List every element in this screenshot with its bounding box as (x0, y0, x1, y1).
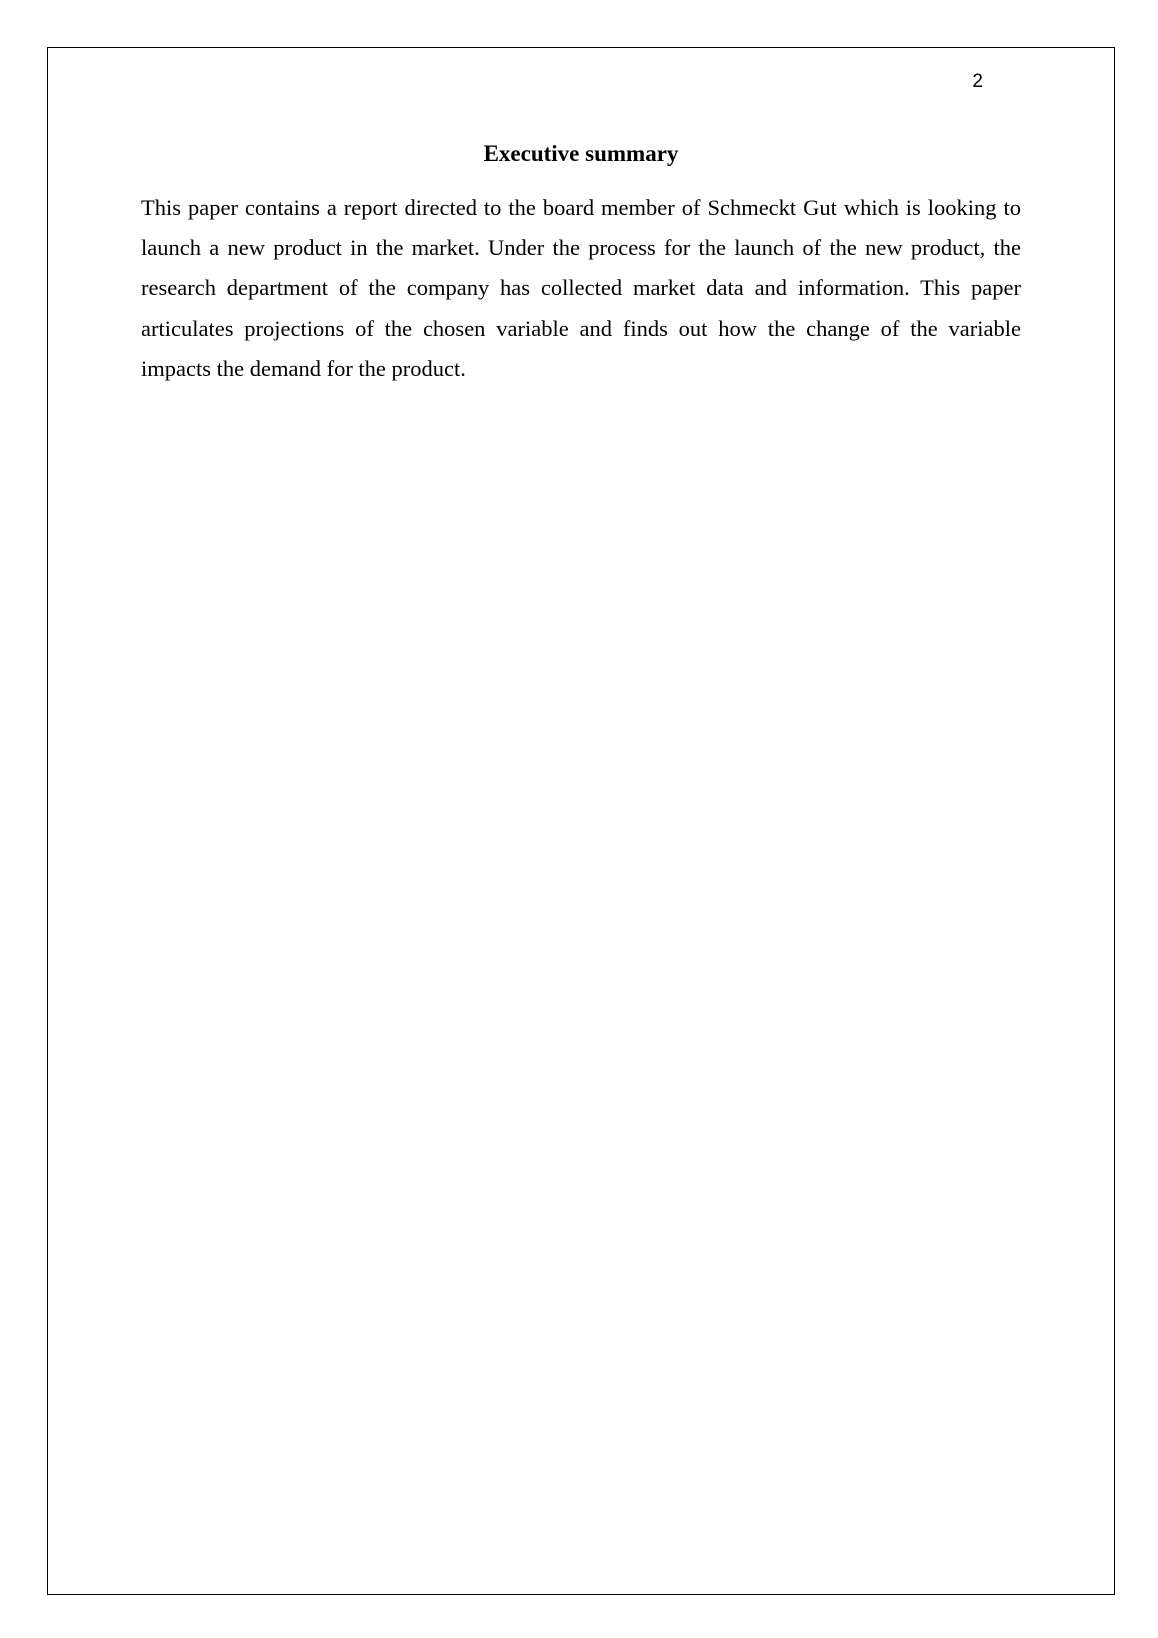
page-number: 2 (972, 71, 983, 92)
summary-paragraph: This paper contains a report directed to the board member of Schmeckt Gut which is looking to launch a new product in the market. Under the process for the launch of the new product, the research department of the company has collected market data and information. This paper articulates projections of the chosen variable and finds out how the change of the variable impacts the demand for the product. (141, 195, 1021, 381)
page-title: Executive summary (483, 141, 679, 166)
